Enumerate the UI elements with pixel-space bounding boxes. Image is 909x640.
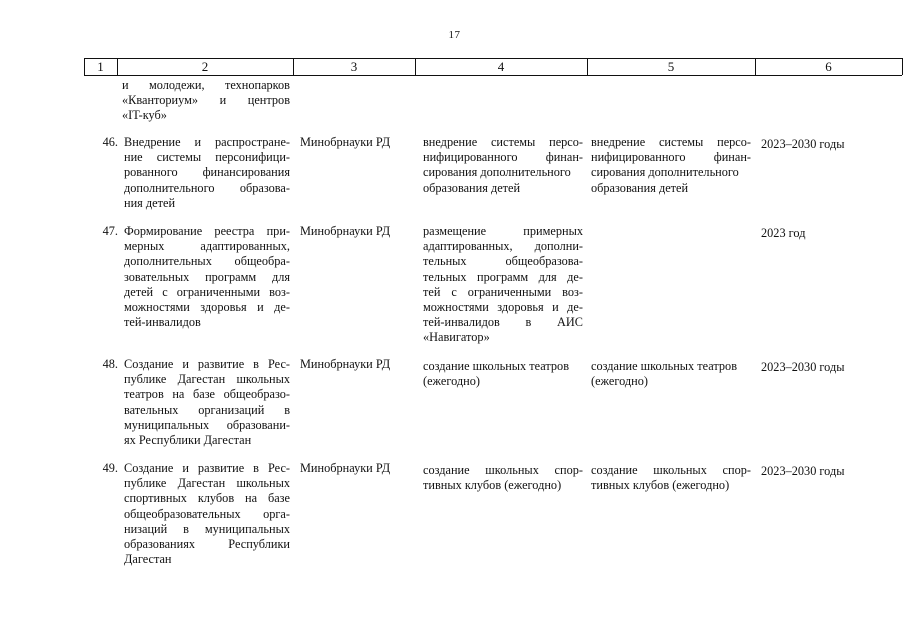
text-line: вательных организаций в <box>124 402 290 417</box>
continuation-col2 <box>122 78 290 124</box>
text-line: сирования дополнительного <box>591 165 739 180</box>
expected-result <box>423 359 583 389</box>
text-line: «IT-куб» <box>122 108 167 123</box>
indicator <box>591 135 751 196</box>
text-line: Создание и развитие в Рес- <box>124 357 290 371</box>
text-line: создание школьных спор- <box>423 463 583 477</box>
text-line: низаций в муниципальных <box>124 521 290 536</box>
responsible: Минобрнауки РД <box>300 357 391 371</box>
expected-result <box>423 463 583 493</box>
text-line: и молодежи, технопарков <box>122 78 290 92</box>
text-line: общеобразовательных орга- <box>124 506 290 521</box>
text-line: внедрение системы персо- <box>591 135 751 149</box>
text-line: ях Республики Дагестан <box>124 433 252 448</box>
text-line: дополнительных общеобра- <box>124 254 290 269</box>
text-line: тивных клубов (ежегодно) <box>423 478 562 493</box>
text-line: образования детей <box>423 180 521 195</box>
text-line: создание школьных театров <box>591 359 738 373</box>
text-line: (ежегодно) <box>423 374 480 389</box>
text-line: ния детей <box>124 195 176 210</box>
column-header-6: 6 <box>825 59 832 74</box>
text-line: тивных клубов (ежегодно) <box>591 478 730 493</box>
deadline: 2023–2030 годы <box>761 360 845 374</box>
text-line: сирования дополнительного <box>423 165 571 180</box>
text-line: тей с ограниченными воз- <box>423 284 583 299</box>
text-line: тей-инвалидов <box>124 315 201 330</box>
text-line: Создание и развитие в Рес- <box>124 461 290 475</box>
row-number: 47. <box>102 224 118 238</box>
row-number: 46. <box>102 135 118 149</box>
text-line: внедрение системы персо- <box>423 135 583 149</box>
text-line: публике Дагестан школьных <box>124 372 290 387</box>
text-line: рованного финансирования <box>124 165 290 180</box>
text-line: можностями здоровья и де- <box>124 300 290 315</box>
text-line: дополнительного образова- <box>124 180 290 195</box>
row-number: 49. <box>102 461 118 475</box>
indicator <box>591 359 756 389</box>
text-line: «Навигатор» <box>423 330 490 345</box>
column-header-1: 1 <box>97 59 104 74</box>
page-number: 17 <box>448 29 461 41</box>
expected-result <box>423 135 583 196</box>
text-line: создание школьных театров <box>423 359 570 373</box>
text-line: мерных адаптированных, <box>124 239 290 254</box>
text-line: адаптированных, дополни- <box>423 239 583 254</box>
text-line: детей с ограниченными воз- <box>124 284 290 299</box>
text-line: создание школьных спор- <box>591 463 751 477</box>
text-line: Формирование реестра при- <box>124 224 290 238</box>
text-line: можностями здоровья и де- <box>423 300 583 315</box>
column-header-2: 2 <box>201 59 209 74</box>
text-line: нифицированного финан- <box>423 150 583 165</box>
responsible: Минобрнауки РД <box>300 224 391 238</box>
text-line: нифицированного финан- <box>591 150 751 165</box>
text-line: публике Дагестан школьных <box>124 476 290 491</box>
column-header-4: 4 <box>497 59 505 74</box>
deadline: 2023 год <box>761 226 806 240</box>
table-header-row <box>84 58 902 75</box>
expected-result <box>423 224 583 346</box>
responsible: Минобрнауки РД <box>300 461 391 475</box>
column-header-3: 3 <box>350 59 358 74</box>
responsible: Минобрнауки РД <box>300 135 391 149</box>
text-line: спортивных клубов на базе <box>124 491 290 506</box>
activity-name <box>124 135 290 211</box>
text-line: размещение примерных <box>423 224 583 238</box>
text-line: образования детей <box>591 180 689 195</box>
indicator <box>591 463 751 493</box>
deadline: 2023–2030 годы <box>761 137 845 151</box>
activity-name <box>124 357 290 448</box>
text-line: тельных программ для де- <box>423 269 583 284</box>
text-line: театров на базе общеобразо- <box>124 387 290 402</box>
text-line: (ежегодно) <box>591 374 648 389</box>
text-line: тей-инвалидов в АИС <box>423 315 583 330</box>
text-line: тельных общеобразова- <box>423 254 583 269</box>
text-line: «Кванториум» и центров <box>122 93 290 108</box>
row-number: 48. <box>102 357 118 371</box>
text-line: муниципальных образовани- <box>124 417 290 432</box>
activity-name <box>124 461 290 567</box>
activity-name <box>124 224 290 330</box>
text-line: Дагестан <box>124 552 172 567</box>
column-header-5: 5 <box>667 59 675 74</box>
deadline: 2023–2030 годы <box>761 464 845 478</box>
text-line: ние системы персонифици- <box>124 150 290 165</box>
text-line: зовательных программ для <box>124 269 290 284</box>
text-line: Внедрение и распростране- <box>124 135 290 149</box>
text-line: образованиях Республики <box>124 537 290 552</box>
